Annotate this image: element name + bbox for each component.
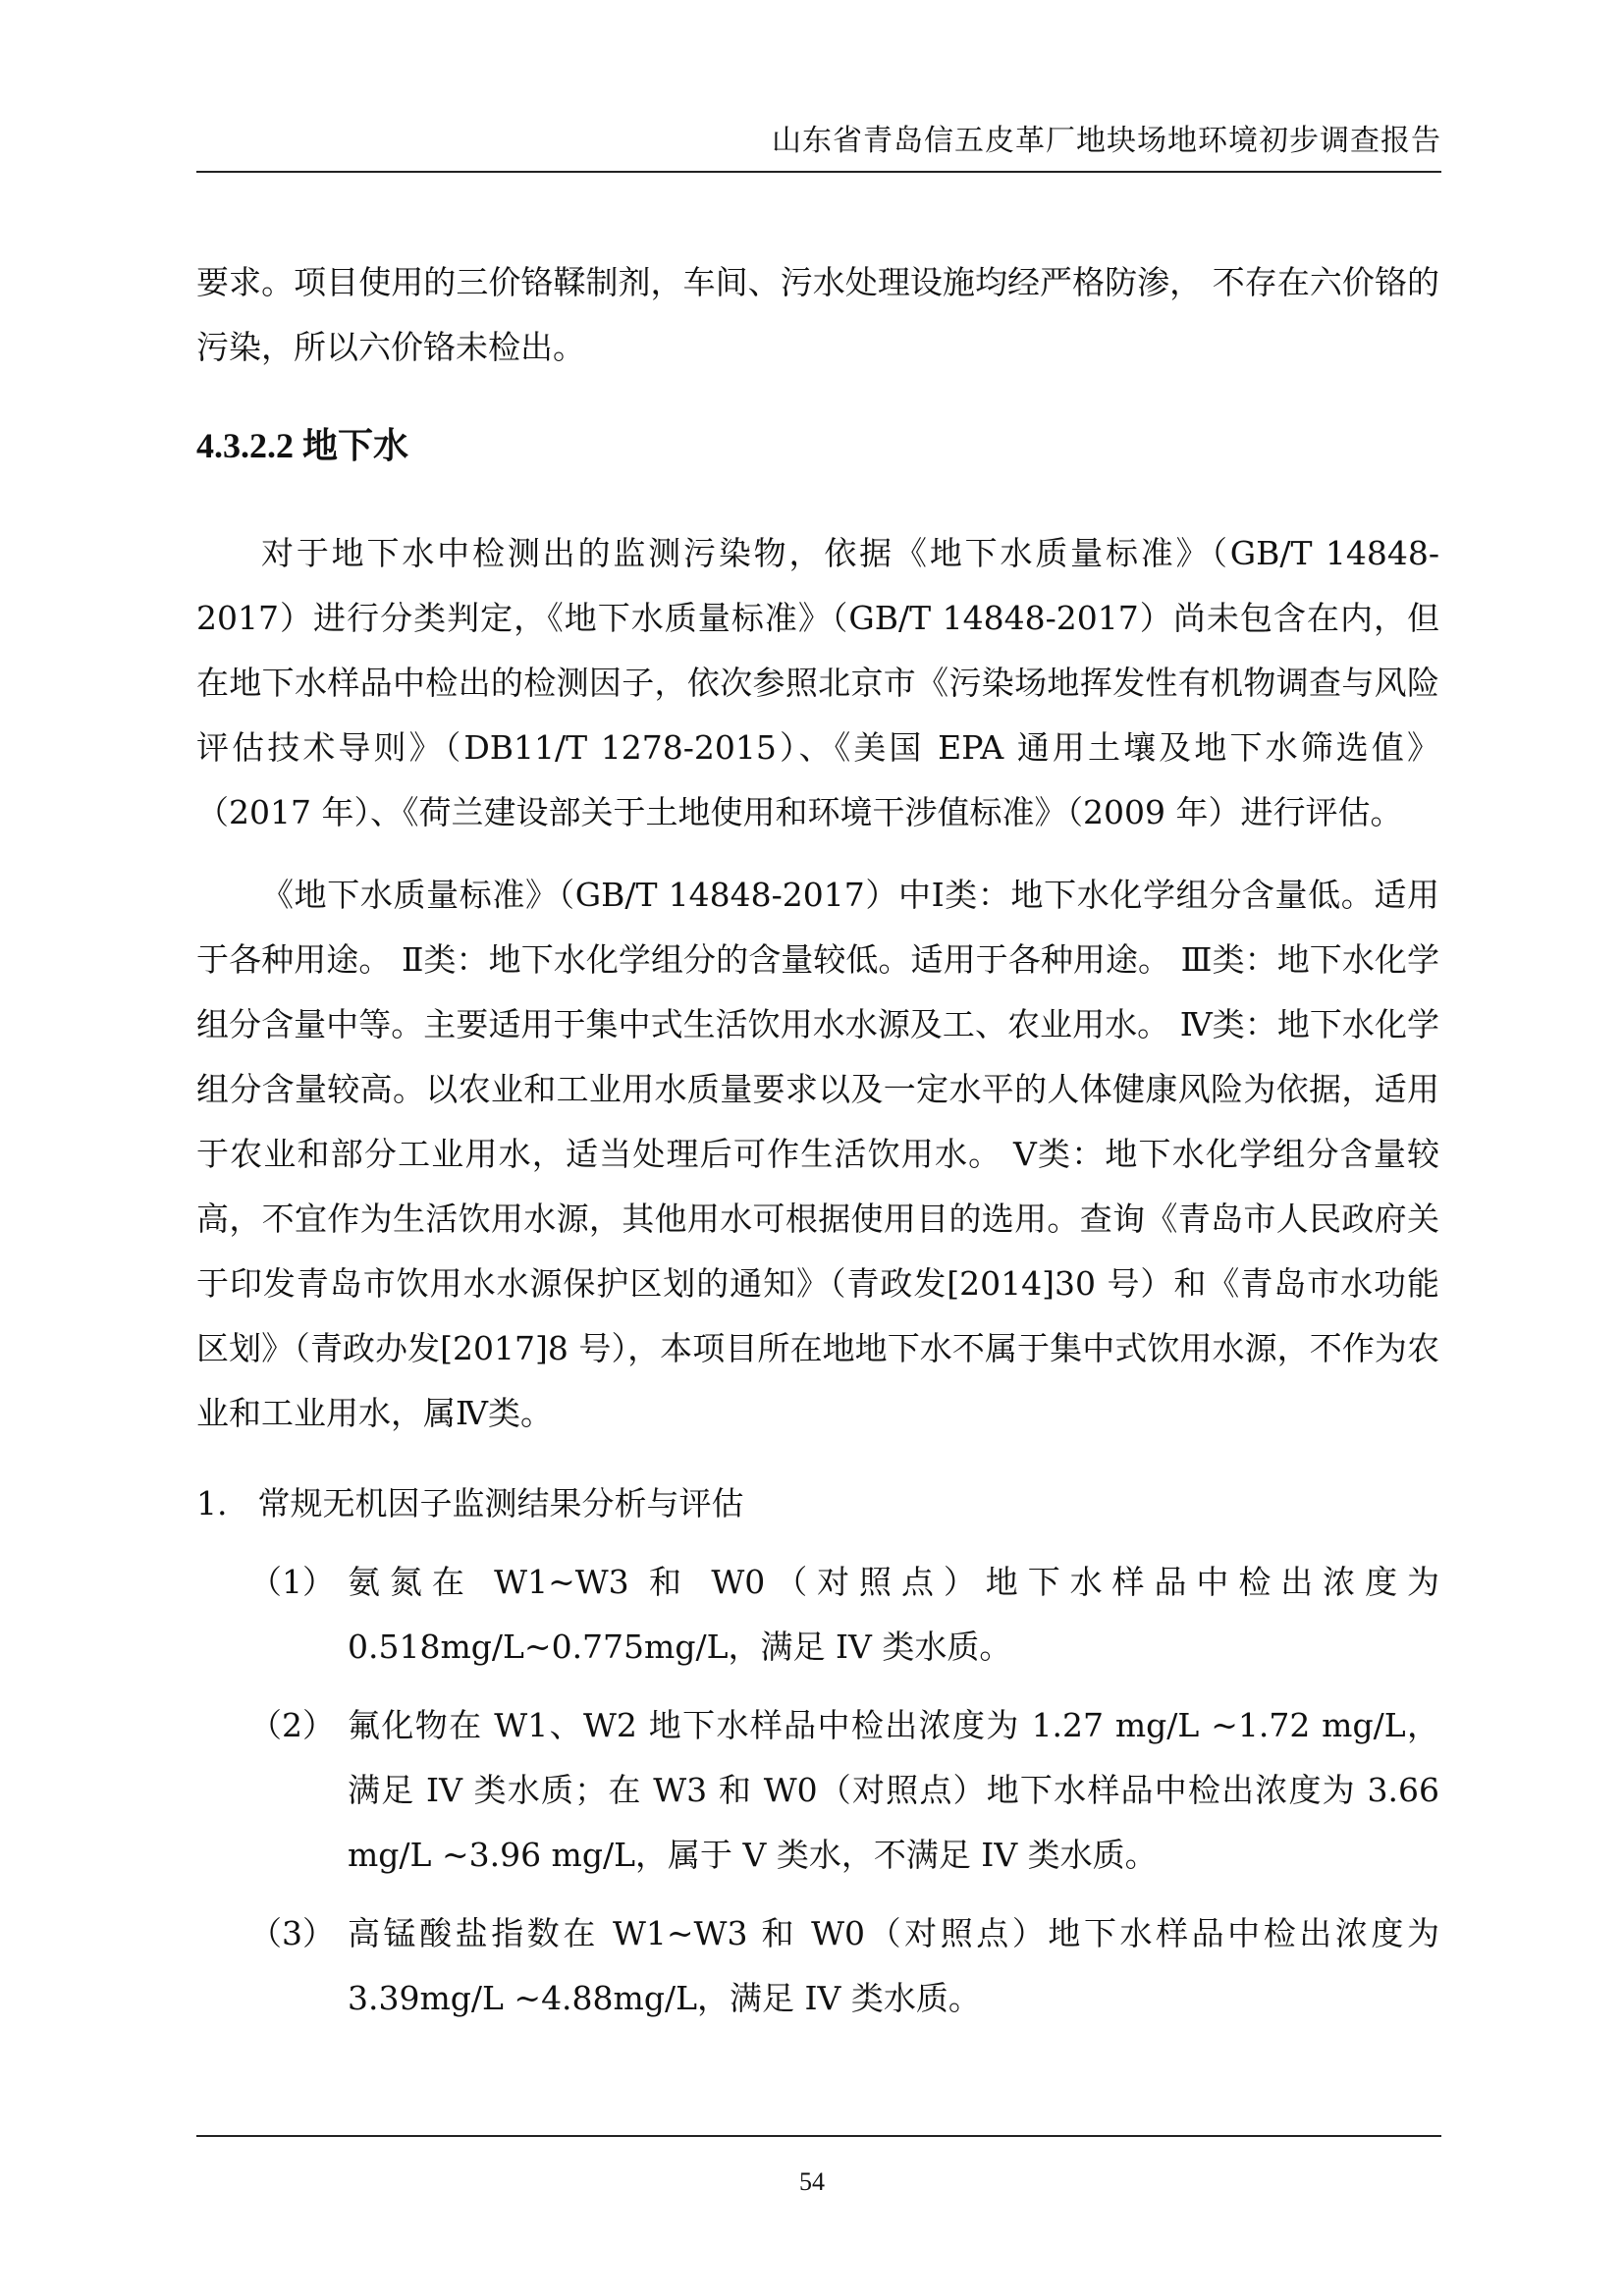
list-item (196, 1901, 1439, 2031)
item-text: 氨氮在 W1~W3 和 W0（对照点）地下水样品中检出浓度为 0.518mg/L~0.775mg/L，满足 IV 类水质。 (348, 1563, 1439, 1666)
classification-paragraph: 《地下水质量标准》（GB/T 14848-2017）中Ⅰ类：地下水化学组分含量低。适用于各种用途。 Ⅱ类：地下水化学组分的含量较低。适用于各种用途。 Ⅲ类：地下水化学组分含量中等。主要适用于集中式生活饮用水水源及工、农业用水。 Ⅳ类：地下水化学组分含量较高。以农业和工业用水质量要求以及一定水平的人体健康风险为依据，适用于农业和部分工业用水，适当处理后可作生活饮用水。 Ⅴ类：地下水化学组分含量较高，不宜作为生活饮用水源，其他用水可根据使用目的选用。查询《青岛市人民政府关于印发青岛市饮用水水源保护区划的通知》（青政发[2014]30 号）和《青岛市水功能区划》（青政办发[2017]8 号），本项目所在地地下水不属于集中式饮用水源，不作为农业和工业用水，属Ⅳ类。 (196, 876, 1439, 1432)
item-marker: （3） (249, 1914, 335, 1952)
item-text: 氟化物在 W1、W2 地下水样品中检出浓度为 1.27 mg/L ~1.72 mg/L，满足 IV 类水质；在 W3 和 W0（对照点）地下水样品中检出浓度为 3.66 mg/L ~3.96 mg/L，属于 V 类水，不满足 IV 类水质。 (348, 1706, 1439, 1874)
item-text: 高锰酸盐指数在 W1~W3 和 W0（对照点）地下水样品中检出浓度为 3.39mg/L ~4.88mg/L，满足 IV 类水质。 (348, 1914, 1439, 2017)
list-item (196, 1693, 1439, 1888)
section-heading: 4.3.2.2 地下水 (196, 426, 409, 465)
list-number: 1. (196, 1484, 228, 1522)
footer-divider (196, 2135, 1441, 2137)
list-title: 常规无机因子监测结果分析与评估 (257, 1484, 744, 1522)
item-marker: （1） (249, 1563, 335, 1601)
page-content (196, 250, 1439, 2031)
standards-paragraph: 对于地下水中检测出的监测污染物，依据《地下水质量标准》（GB/T 14848-2017）进行分类判定，《地下水质量标准》（GB/T 14848-2017）尚未包含在内，但在地下水样品中检出的检测因子，依次参照北京市《污染场地挥发性有机物调查与风险评估技术导则》（DB11/T 1278-2015）、《美国 EPA 通用土壤及地下水筛选值》（2017 年）、《荷兰建设部关于土地使用和环境干涉值标准》（2009 年）进行评估。 (196, 534, 1439, 831)
page-number: 54 (799, 2167, 825, 2196)
header-title: 山东省青岛信五皮革厂地块场地环境初步调查报告 (772, 124, 1441, 158)
list-heading (196, 1471, 1439, 1536)
item-marker: （2） (249, 1706, 335, 1744)
list-item (196, 1550, 1439, 1680)
page-header (196, 116, 1441, 173)
intro-paragraph: 要求。项目使用的三价铬鞣制剂，车间、污水处理设施均经严格防渗， 不存在六价铬的污染，所以六价铬未检出。 (196, 263, 1439, 366)
